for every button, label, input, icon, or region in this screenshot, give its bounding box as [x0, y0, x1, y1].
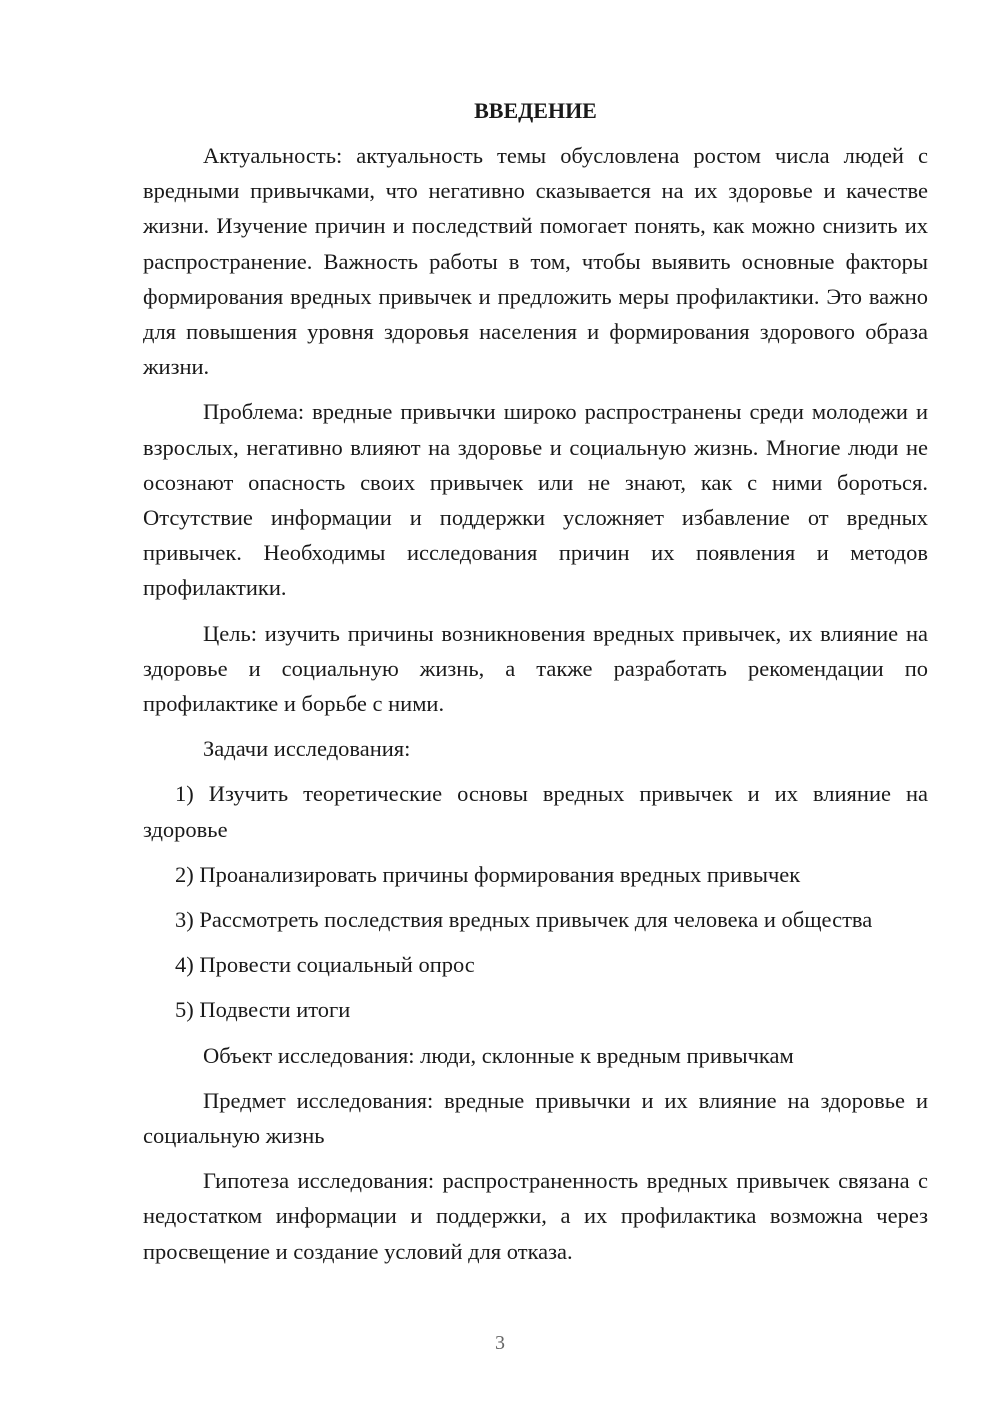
task-item-1: 1) Изучить теоретические основы вредных привычек и их влияние на здоровье	[143, 781, 928, 842]
section-heading: ВВЕДЕНИЕ	[474, 98, 597, 123]
page-content	[143, 93, 928, 1279]
research-object-paragraph: Объект исследования: люди, склонные к вредным привычкам	[203, 1042, 794, 1068]
goal-paragraph: Цель: изучить причины возникновения вредных привычек, их влияние на здоровье и социальную жизнь, а также разработать рекомендации по профилактике и борьбе с ними.	[143, 620, 928, 717]
relevance-paragraph: Актуальность: актуальность темы обусловлена ростом числа людей с вредными привычками, что негативно сказывается на их здоровье и качестве жизни. Изучение причин и последствий помогает понять, как можно снизить их распространение. Важность работы в том, чтобы выявить основные факторы формирования вредных привычек и предложить меры профилактики. Это важно для повышения уровня здоровья населения и формирования здорового образа жизни.	[143, 143, 928, 380]
page-number: 3	[495, 1332, 505, 1354]
tasks-title: Задачи исследования:	[203, 736, 411, 762]
task-item-2: 2) Проанализировать причины формирования вредных привычек	[175, 861, 801, 887]
problem-paragraph: Проблема: вредные привычки широко распространены среди молодежи и взрослых, негативно влияют на здоровье и социальную жизнь. Многие люди не осознают опасность своих привычек или не знают, как с ними бороться. Отсутствие информации и поддержки усложняет избавление от вредных привычек. Необходимы исследования причин их появления и методов профилактики.	[143, 399, 928, 601]
task-item-4: 4) Провести социальный опрос	[175, 952, 475, 978]
hypothesis-paragraph: Гипотеза исследования: распространенность вредных привычек связана с недостатком информации и поддержки, а их профилактика возможна через просвещение и создание условий для отказа.	[143, 1168, 928, 1264]
task-item-5: 5) Подвести итоги	[175, 997, 351, 1023]
research-subject-paragraph: Предмет исследования: вредные привычки и их влияние на здоровье и социальную жизнь	[143, 1087, 928, 1149]
task-item-3: 3) Рассмотреть последствия вредных привычек для человека и общества	[175, 907, 873, 933]
